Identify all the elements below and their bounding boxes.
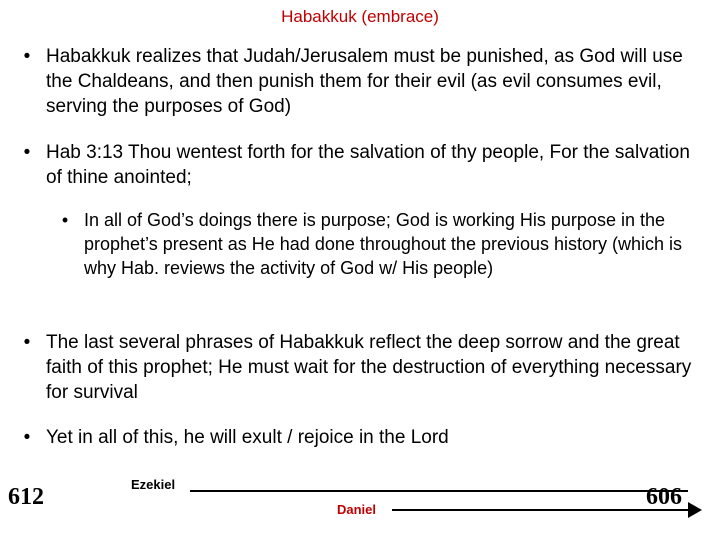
bullet-text: Yet in all of this, he will exult / rejoice in the Lord xyxy=(46,427,449,448)
bullet-text: Hab 3:13 Thou wentest forth for the salvation of thy people, For the salvation of thine anointed; xyxy=(46,142,690,188)
bullet-text: Habakkuk realizes that Judah/Jerusalem must be punished, as God will use the Chaldeans, and then punish them for their evil (as evil consumes evil, serving the purposes of God) xyxy=(46,46,683,117)
slide-title: Habakkuk (embrace) xyxy=(281,7,439,26)
timeline-start-year: 612 xyxy=(8,484,44,510)
bullet-item-2 xyxy=(23,140,706,190)
bullet-item-4 xyxy=(23,425,706,450)
bullet-dot: • xyxy=(23,427,31,448)
timeline-label-daniel: Daniel xyxy=(337,502,377,517)
timeline-label-ezekiel: Ezekiel xyxy=(131,477,176,492)
sub-bullet-item xyxy=(61,208,704,280)
bullet-dot: • xyxy=(23,46,31,67)
bullet-text: In all of God’s doings there is purpose; God is working His purpose in the prophet’s present as He had done throughout the previous history (which is why Hab. reviews the activity of God w/ His people) xyxy=(84,210,683,278)
bullet-item-3 xyxy=(23,330,706,405)
bullet-dot: • xyxy=(23,142,31,163)
bullet-item-1 xyxy=(23,44,706,119)
arrow-right-icon xyxy=(688,502,702,518)
bullet-dot: • xyxy=(61,210,69,230)
bullet-dot: • xyxy=(23,332,31,353)
timeline-line-upper xyxy=(190,490,688,492)
bullet-text: The last several phrases of Habakkuk reflect the deep sorrow and the great faith of this prophet; He must wait for the destruction of everything necessary for survival xyxy=(46,332,692,403)
timeline-end-year: 606 xyxy=(646,484,682,510)
